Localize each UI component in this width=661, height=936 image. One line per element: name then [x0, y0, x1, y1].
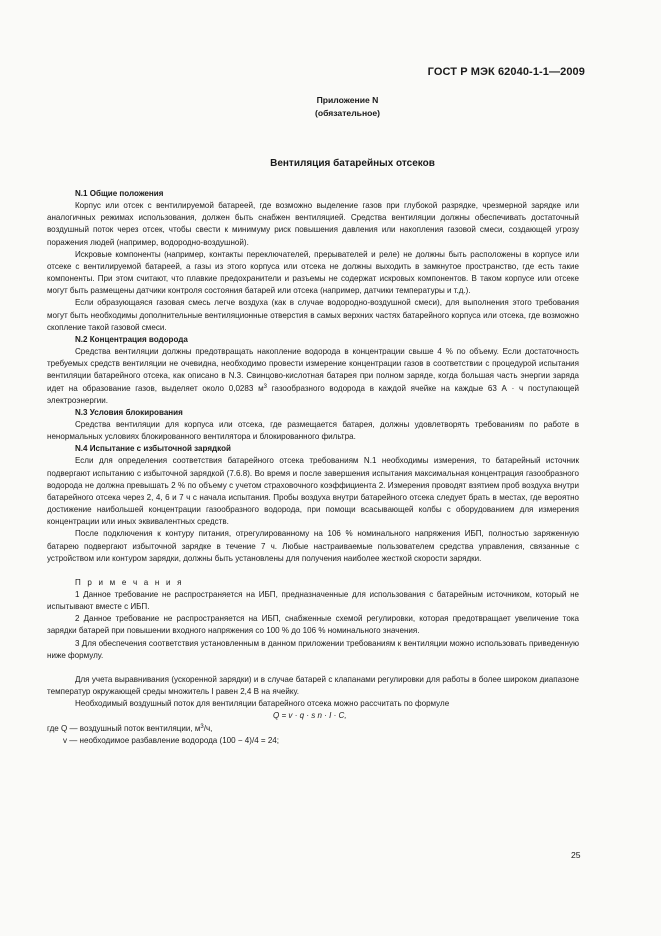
legend-text: где Q — воздушный поток вентиляции, м: [47, 723, 201, 733]
section-heading-n4: N.4 Испытание с избыточной зарядкой: [75, 444, 231, 454]
superscript: 3: [263, 383, 267, 390]
paragraph-text: газообразного водорода в каждой ячейке на каждые 63 А · ч поступающей электроэнергии.: [47, 383, 579, 405]
paragraph: После подключения к контуру питания, отрегулированному на 106 % номинального напряжения ИБП, полностью заряженную батарею подвергают избыточной зарядке в течение 7 ч. Любые настраиваемые пользователем средства управления, связанные с устройством или контуром зарядки, должны быть установлены для получения наиболее жесткой скорости зарядки.: [47, 529, 579, 563]
note-item: 3 Для обеспечения соответствия установленным в данном приложении требованиям к вентиляции можно использовать приведенную ниже формулу.: [47, 638, 579, 660]
formula-legend: v — необходимое разбавление водорода (100 − 4)/4 = 24;: [63, 735, 280, 745]
section-heading-n1: N.1 Общие положения: [75, 189, 164, 198]
paragraph: Если образующаяся газовая смесь легче воздуха (как в случае водородно-воздушной смеси), для выполнения этого требования могут быть необходимы дополнительные вентиляционные отверстия в самых верхних частях батарейного корпуса или отсека, где возможно скопление такой газовой смеси.: [47, 298, 579, 332]
paragraph: Средства вентиляции для корпуса или отсека, где размещается батарея, должны удовлетворять требованиям по работе в ненормальных условиях блокированного вентилятора и блокированного фильтра.: [47, 419, 579, 442]
spacer: [47, 662, 579, 674]
note-item: 2 Данное требование не распространяется на ИБП, снабженные схемой регулировки, которая предотвращает увеличение тока зарядки батарей при повышении входного напряжения со 100 % до 106 % номинального значения.: [47, 614, 579, 636]
paragraph: Искровые компоненты (например, контакты переключателей, прерывателей и реле) не должны быть расположены в корпусе или отсеке с вентилируемой батареей, а газы из этого корпуса или отсека не должны выходить в замкнутое пространство, где есть такие компоненты. При этом считают, что плавкие предохранители и разъемы не содержат искровых компонентов. В таком корпусе или отсеке могут быть размещены датчики контроля состояния батарей или отсека (например, датчики температуры и т.д.).: [47, 249, 579, 296]
paragraph: Необходимый воздушный поток для вентиляции батарейного отсека можно рассчитать по формуле: [75, 699, 450, 709]
formula-legend: [47, 723, 579, 735]
paragraph: Для учета выравнивания (ускоренной зарядки) и в случае батарей с клапанами регулировки для работы в более широком диапазоне температур окружающей среды множитель I равен 2,4 В на ячейку.: [47, 674, 579, 697]
page-title: Вентиляция батарейных отсеков: [270, 158, 435, 169]
notes-title: П р и м е ч а н и я: [75, 577, 184, 587]
paragraph: [47, 346, 579, 407]
spacer: [47, 565, 579, 577]
superscript: 3: [200, 723, 204, 730]
paragraph-text: Средства вентиляции должны предотвращать накопление водорода в концентрации свыше 4 % по объему. Если достаточность требуемых средств вентиляции не очевидна, необходимо провести измерение концентрации газов в соответствии с процедурой испытания вентиляции батарейного отсека, как описано в N.3. Свинцово-кислотная батарея при полном заряде, когда большая часть энергии заряда идет на образование газов, выделяет около 0,0283 м: [47, 347, 579, 393]
document-body: [47, 188, 579, 747]
appendix-title: Приложение N: [316, 95, 379, 105]
note-item: 1 Данное требование не распространяется на ИБП, предназначенные для использования с батарейным источником, который не испытывают вместе с ИБП.: [47, 590, 579, 612]
standard-code: ГОСТ Р МЭК 62040-1-1—2009: [427, 66, 585, 78]
appendix-status: (обязательное): [314, 108, 381, 118]
paragraph: Корпус или отсек с вентилируемой батареей, где возможно выделение газов при глубокой разрядке, чрезмерной зарядке или аналогичных режимах использования, должен быть снабжен вентиляцией. Средства вентиляции должны обеспечивать достаточный воздушный поток через отсек, чтобы свести к минимуму риск повышения давления или накопления газовой смеси, создающей угрозу поражения людей (например, водородно-воздушной).: [47, 201, 579, 247]
section-heading-n3: N.3 Условия блокирования: [75, 407, 183, 417]
legend-text: /ч,: [203, 723, 213, 733]
formula: Q = v · q · s n · I · C,: [273, 711, 347, 721]
appendix-heading: [0, 94, 661, 120]
paragraph: Если для определения соответствия батарейного отсека требованиям N.1 необходимы измерения, то батарейный источник подвергают испытанию с избыточной зарядкой (7.6.8). Во время и после завершения испытания максимальная концентрация газообразного водорода не должна превышать 2 % по объему с учетом страховочного коэффициента 2. Измерения проводят взятием проб воздуха внутри батарейного отсека через 2, 4, 6 и 7 ч с начала испытания. Пробы воздуха внутри батарейного отсека следует брать в местах, где вероятно достижение наибольшей концентрации газообразного водорода, при помощи всасывающей колбы с оборудованием для измерения концентрации или иных эквивалентных средств.: [47, 456, 579, 527]
page-number: 25: [571, 850, 581, 860]
section-heading-n2: N.2 Концентрация водорода: [75, 334, 188, 344]
